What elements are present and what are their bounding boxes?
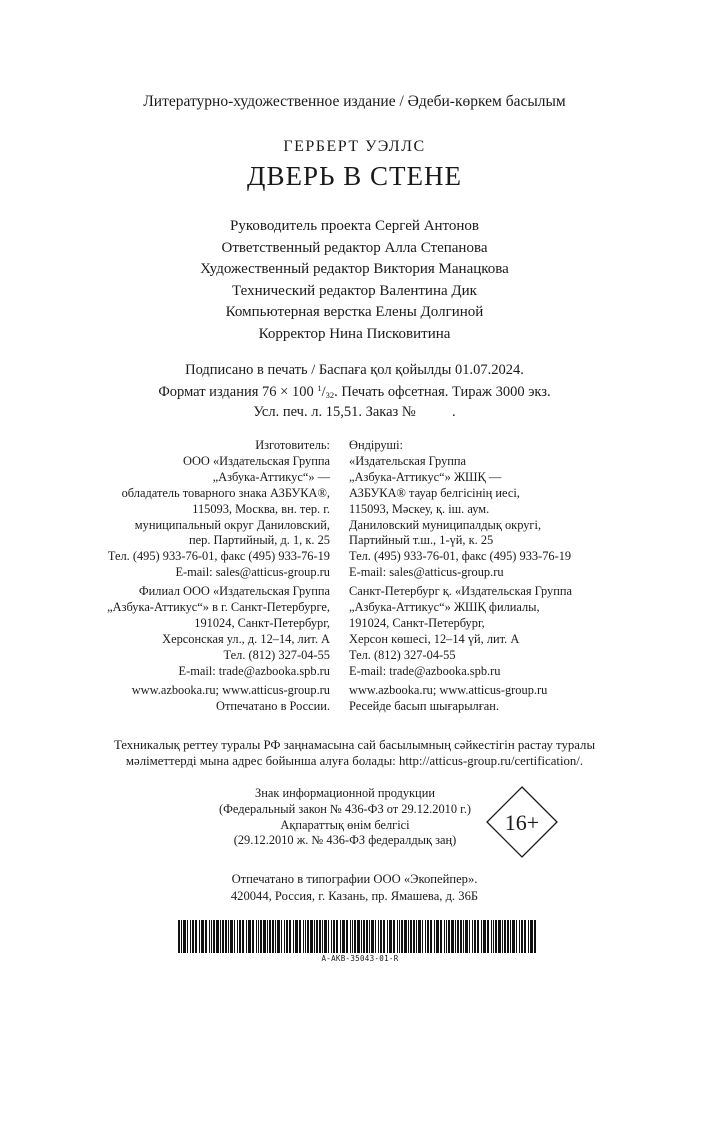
barcode-bar (352, 920, 353, 953)
barcode-bar (504, 920, 506, 953)
text-line: 115093, Москва, вн. тер. г. (192, 501, 330, 516)
barcode-bar (430, 920, 432, 953)
text-line: Даниловский муниципалдық округі, (349, 517, 542, 532)
credit-line: Корректор Нина Писковитина (258, 325, 451, 342)
barcode-bar (237, 920, 238, 953)
barcode-bar (483, 920, 486, 953)
text-line: Филиал ООО «Издательская Группа (138, 584, 330, 598)
barcode-bar (178, 920, 180, 953)
barcode-bar (269, 920, 271, 953)
barcode-bar (342, 920, 345, 953)
barcode-bar (205, 920, 207, 953)
barcode-bar (340, 920, 341, 953)
barcode-bar (213, 920, 215, 953)
barcode-bar (322, 920, 323, 953)
barcode-bar (491, 920, 492, 953)
text-line: муниципальный округ Даниловский, (134, 517, 330, 532)
text-line: Ресейде басып шығарылған. (349, 698, 500, 713)
barcode-bar (331, 920, 332, 953)
manufacturer-ru (108, 438, 330, 581)
barcode-bar (521, 920, 523, 953)
text-line: 191024, Санкт-Петербург, (349, 615, 485, 630)
barcode-image (178, 920, 540, 953)
text-line: E-mail: sales@atticus-group.ru (349, 565, 504, 580)
barcode-bar (393, 920, 395, 953)
barcode-bar (512, 920, 515, 953)
text-line: Херсонская ул., д. 12–14, лит. А (162, 631, 330, 646)
barcode-bar (289, 920, 291, 953)
barcode-bar (307, 920, 309, 953)
barcode-bar (455, 920, 456, 953)
text-line: E-mail: trade@azbooka.spb.ru (349, 663, 501, 678)
barcode-bar (187, 920, 188, 953)
barcode-bar (267, 920, 268, 953)
barcode-bar (230, 920, 233, 953)
barcode-bar (495, 920, 497, 953)
barcode-bar (493, 920, 494, 953)
credit-line: Ответственный редактор Алла Степанова (221, 239, 488, 256)
text-line: Ақпараттық өнім белгісі (280, 817, 410, 832)
text-line: Тел. (812) 327-04-55 (223, 647, 330, 662)
text-line: „Азбука-Аттикус“» в г. Санкт-Петербурге, (107, 599, 330, 614)
printer-info (0, 871, 709, 904)
barcode-bar (195, 920, 197, 953)
format-numerator: 1 (317, 382, 322, 393)
web-kz (349, 683, 547, 715)
barcode-bar (350, 920, 351, 953)
text-line: Отпечатано в России. (216, 698, 330, 713)
barcode-bar (463, 920, 464, 953)
barcode-bar (451, 920, 454, 953)
manufacturer-kz (349, 438, 571, 581)
text-line: Тел. (495) 933-76-01, факс (495) 933-76-19 (107, 549, 330, 564)
barcode-bar (387, 920, 388, 953)
barcode-bar (383, 920, 385, 953)
barcode-bar (418, 920, 421, 953)
text-line: Өндіруші: (349, 438, 403, 452)
barcode-bar (472, 920, 473, 953)
barcode-bar (436, 920, 439, 953)
author-name: ГЕРБЕРТ УЭЛЛС (283, 138, 426, 155)
barcode-text: A-AKB-35043-01-R (321, 954, 399, 963)
barcode-bar (357, 920, 360, 953)
barcode-bar (190, 920, 191, 953)
barcode-bar (225, 920, 227, 953)
format-text: Формат издания 76 × 100 (158, 383, 318, 400)
barcode-bar (448, 920, 450, 953)
text-line: (29.12.2010 ж. № 436-ФЗ федералдық заң) (233, 833, 457, 848)
order-line: Усл. печ. л. 15,51. Заказ № . (253, 404, 456, 420)
barcode-bar (234, 920, 235, 953)
barcode-bar (275, 920, 276, 953)
barcode-bar (183, 920, 186, 953)
text-line: Изготовитель: (255, 438, 330, 452)
website-line: www.azbooka.ru; www.atticus-group.ru (349, 683, 548, 697)
text-line: Отпечатано в типографии ООО «Экопейпер». (231, 872, 478, 886)
barcode-bar (346, 920, 348, 953)
text-line: Техникалық реттеу туралы РФ заңнамасына сай басылымның сәйкестігін растау туралы (113, 738, 596, 752)
barcode-bar (425, 920, 426, 953)
barcode-bar (401, 920, 403, 953)
barcode-bar (363, 920, 365, 953)
barcode-bar (272, 920, 274, 953)
text-line: 420044, Россия, г. Казань, пр. Ямашева, д. 36Б (230, 888, 479, 903)
barcode-bar (260, 920, 262, 953)
barcode-bar (211, 920, 212, 953)
barcode-bar (519, 920, 520, 953)
credit-line: Художественный редактор Виктория Манацкова (200, 261, 509, 278)
text-line: мәліметтерді мына адрес бойынша алуға болады: http://atticus-group.ru/certification/. (125, 753, 584, 768)
barcode-bar (293, 920, 294, 953)
barcode-bar (408, 920, 409, 953)
barcode-bar (516, 920, 517, 953)
barcode-bar (248, 920, 251, 953)
age-rating-badge (486, 786, 558, 858)
text-line: E-mail: trade@azbooka.spb.ru (178, 663, 330, 678)
staff-credits (0, 216, 709, 346)
text-line: Херсон көшесі, 12–14 үй, лит. А (349, 631, 520, 646)
barcode-bar (446, 920, 447, 953)
barcode-bar (252, 920, 254, 953)
text-line: 191024, Санкт-Петербург, (194, 615, 330, 630)
barcode-bar (316, 920, 318, 953)
text-line: АЗБУКА® тауар белгісінің иесі, (349, 485, 520, 500)
barcode-bar (481, 920, 482, 953)
barcode-bar (314, 920, 315, 953)
barcode-bar (216, 920, 219, 953)
barcode-bar (361, 920, 362, 953)
text-line: Знак информационной продукции (255, 786, 435, 800)
branch-kz (349, 584, 572, 679)
text-line: „Азбука-Аттикус“» — (212, 469, 330, 484)
barcode-bar (534, 920, 536, 953)
barcode-bar (477, 920, 479, 953)
series-note: Литературно-художественное издание / Әдеби-көркем басылым (143, 93, 566, 110)
barcode-bar (465, 920, 468, 953)
text-line: Санкт-Петербург қ. «Издательская Группа (349, 584, 573, 598)
barcode-bar (427, 920, 429, 953)
tech-regulation-note (0, 738, 709, 770)
text-line: ООО «Издательская Группа (183, 453, 330, 468)
text-line: обладатель товарного знака АЗБУКА®, (121, 485, 330, 500)
barcode-bar (440, 920, 442, 953)
barcode-bar (201, 920, 204, 953)
credit-line: Технический редактор Валентина Дик (232, 282, 477, 299)
barcode-bar (220, 920, 221, 953)
barcode-bar (319, 920, 321, 953)
barcode-bar (258, 920, 259, 953)
barcode-bar (416, 920, 417, 953)
barcode-bar (284, 920, 285, 953)
format-line (0, 380, 709, 405)
barcode-bar (378, 920, 379, 953)
barcode-bar (369, 920, 370, 953)
barcode-bar (530, 920, 533, 953)
barcode-bar (397, 920, 398, 953)
barcode-bar (389, 920, 392, 953)
barcode-bar (528, 920, 529, 953)
barcode-bar (281, 920, 282, 953)
text-line: Тел. (812) 327-04-55 (349, 647, 456, 662)
barcode-bar (199, 920, 200, 953)
barcode-bar (413, 920, 415, 953)
text-line: „Азбука-Аттикус“» ЖШҚ филиалы, (349, 599, 540, 614)
barcode-bar (371, 920, 374, 953)
format-rest: . Печать офсетная. Тираж 3000 экз. (334, 383, 551, 400)
barcode-bar (299, 920, 301, 953)
barcode-bar (366, 920, 368, 953)
barcode-bar (434, 920, 435, 953)
barcode-bar (239, 920, 241, 953)
format-slash: / (321, 383, 326, 400)
barcode-bar (375, 920, 376, 953)
barcode-bar (457, 920, 459, 953)
barcode-bar (507, 920, 509, 953)
barcode-bar (333, 920, 335, 953)
barcode-bar (181, 920, 182, 953)
barcode-bar (310, 920, 313, 953)
barcode-bar (354, 920, 356, 953)
barcode-bar (192, 920, 194, 953)
branch-ru (107, 584, 330, 679)
barcode-bar (422, 920, 423, 953)
barcode-bar (524, 920, 526, 953)
barcode-bar (209, 920, 210, 953)
credit-line: Компьютерная верстка Елены Долгиной (225, 304, 484, 321)
barcode-bar (328, 920, 329, 953)
credit-line: Руководитель проекта Сергей Антонов (229, 218, 480, 234)
web-ru (132, 683, 330, 715)
barcode-bar (277, 920, 280, 953)
barcode-bar (242, 920, 244, 953)
text-line: Партийный т.ш., 1-үй, к. 25 (349, 533, 494, 548)
barcode-bar (336, 920, 338, 953)
text-line: (Федеральный закон № 436-ФЗ от 29.12.2010 г.) (218, 801, 472, 816)
info-product-mark (180, 786, 510, 849)
signed-date: Подписано в печать / Баспаға қол қойылды 01.07.2024. (185, 362, 524, 378)
website-line: www.azbooka.ru; www.atticus-group.ru (131, 683, 330, 697)
barcode-bar (460, 920, 462, 953)
barcode-bar (246, 920, 247, 953)
barcode-bar (228, 920, 229, 953)
text-line: 115093, Мәскеу, қ. іш. аум. (349, 501, 490, 516)
barcode-bar (404, 920, 407, 953)
barcode-bar (380, 920, 382, 953)
barcode-bar (399, 920, 400, 953)
barcode-bar (469, 920, 470, 953)
barcode-bar (444, 920, 445, 953)
barcode-bar (474, 920, 476, 953)
age-rating-text: 16+ (504, 810, 540, 835)
text-line: „Азбука-Аттикус“» ЖШҚ — (349, 469, 502, 484)
barcode-bar (324, 920, 327, 953)
barcode-bar (510, 920, 511, 953)
text-line: E-mail: sales@atticus-group.ru (175, 565, 330, 580)
barcode-bar (303, 920, 304, 953)
barcode-bar (305, 920, 306, 953)
barcode-bar (263, 920, 266, 953)
text-line: Тел. (495) 933-76-01, факс (495) 933-76-19 (349, 549, 572, 564)
text-line: пер. Партийный, д. 1, к. 25 (189, 533, 330, 548)
format-denominator: 32 (325, 389, 335, 400)
barcode-bar (498, 920, 501, 953)
barcode-bar (295, 920, 298, 953)
barcode-bar (487, 920, 489, 953)
barcode-bar (256, 920, 257, 953)
barcode-bar (502, 920, 503, 953)
barcode-bar (222, 920, 224, 953)
book-title: ДВЕРЬ В СТЕНЕ (247, 161, 462, 191)
text-line: «Издательская Группа (349, 453, 467, 468)
barcode-bar (410, 920, 412, 953)
barcode-bar (286, 920, 288, 953)
print-details (0, 362, 709, 422)
